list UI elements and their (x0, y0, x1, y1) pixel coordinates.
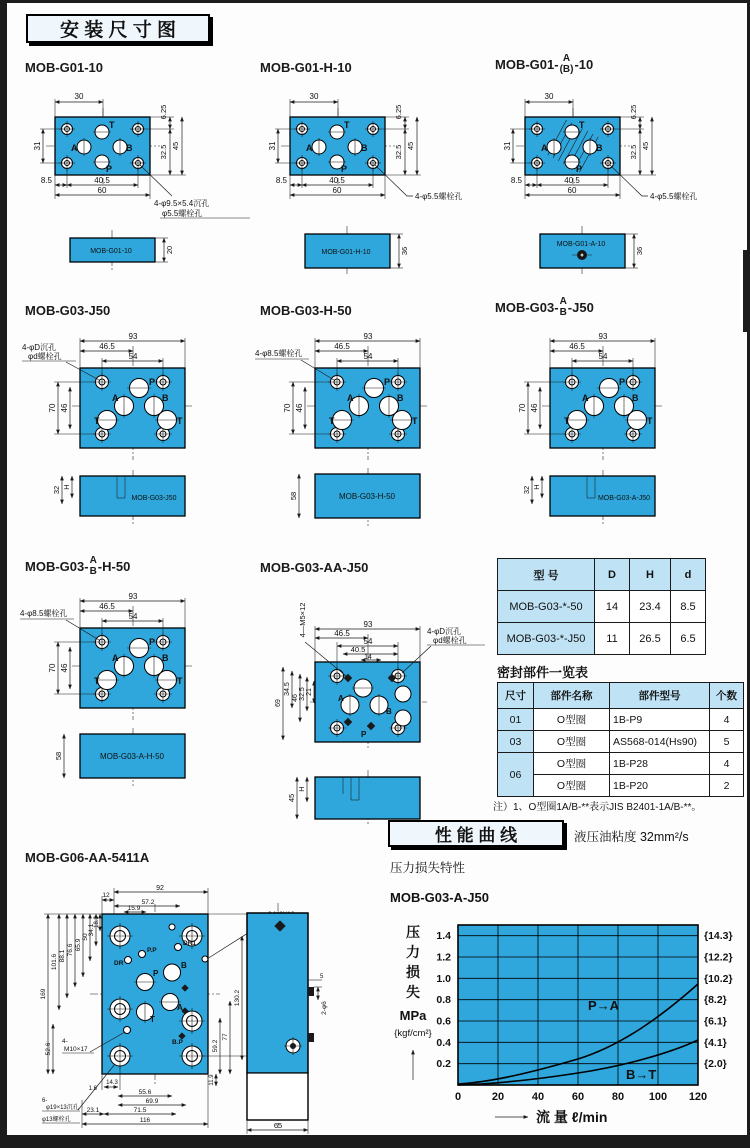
curve-label-p-a: P→A (588, 998, 620, 1013)
cell-qty: 5 (710, 731, 744, 753)
svg-text:6.25: 6.25 (629, 104, 638, 120)
svg-text:MOB-G01-A-10: MOB-G01-A-10 (556, 241, 606, 248)
drawing-title-g03-aa-j50: MOB-G03-AA-J50 (260, 560, 369, 575)
svg-text:{14.3}: {14.3} (704, 930, 733, 942)
svg-text:12: 12 (102, 892, 110, 899)
drawing-title-g06-aa-5411a: MOB-G06-AA-5411A (25, 850, 150, 865)
svg-text:21: 21 (306, 688, 313, 696)
svg-text:B.P: B.P (172, 1039, 183, 1046)
side-view (70, 230, 174, 270)
th-H: H (630, 559, 671, 591)
svg-text:1.2: 1.2 (436, 951, 451, 964)
svg-text:65: 65 (273, 1121, 283, 1130)
svg-text:8.5: 8.5 (510, 176, 522, 185)
th-D: D (595, 559, 630, 591)
svg-text:52.6: 52.6 (45, 1042, 52, 1056)
svg-text:A: A (306, 143, 313, 153)
svg-text:88.1: 88.1 (59, 949, 66, 963)
svg-text:φ19×13沉孔: φ19×13沉孔 (46, 1105, 79, 1111)
svg-text:58: 58 (54, 751, 63, 761)
svg-text:2-φ6: 2-φ6 (321, 1001, 328, 1015)
svg-text:31: 31 (33, 141, 42, 151)
svg-text:T: T (564, 416, 570, 426)
svg-text:P: P (576, 164, 583, 174)
svg-text:46: 46 (530, 403, 539, 413)
drawing-title-g03-ab-h-50: MOB-G03- A B -H-50 (25, 555, 131, 577)
svg-text:P.P: P.P (147, 947, 157, 954)
svg-text:1.6: 1.6 (88, 1086, 97, 1092)
svg-text:55.6: 55.6 (138, 1089, 152, 1096)
svg-text:46: 46 (292, 694, 299, 702)
svg-text:P: P (153, 969, 159, 978)
svg-text:32.5: 32.5 (299, 687, 306, 701)
cell-d: 8.5 (671, 591, 706, 623)
svg-text:0.6: 0.6 (436, 1015, 451, 1028)
svg-text:4-φ9.5×5.4沉孔: 4-φ9.5×5.4沉孔 (154, 199, 210, 208)
cell-H: 23.4 (630, 591, 671, 623)
drawing-title-g03-h-50: MOB-G03-H-50 (260, 303, 352, 318)
svg-text:A: A (582, 393, 589, 403)
cell-size: 03 (498, 731, 534, 753)
svg-text:45: 45 (171, 141, 180, 151)
th-part-name: 部件名称 (534, 683, 610, 709)
drawing-title-g03-j50: MOB-G03-J50 (25, 303, 111, 318)
svg-text:5: 5 (320, 974, 324, 980)
svg-text:T: T (150, 1015, 155, 1024)
svg-text:70: 70 (48, 403, 57, 413)
cell-part-number: 1B-P28 (610, 753, 710, 775)
svg-text:30: 30 (74, 92, 84, 101)
svg-text:59.2: 59.2 (212, 1039, 219, 1053)
svg-text:4-: 4- (62, 1038, 68, 1045)
svg-text:46.5: 46.5 (99, 602, 115, 611)
svg-text:T: T (94, 676, 100, 686)
th-qty: 个数 (710, 683, 744, 709)
cell-size: 01 (498, 709, 534, 731)
svg-text:T: T (412, 416, 418, 426)
svg-text:8.5: 8.5 (275, 176, 287, 185)
svg-text:60: 60 (97, 186, 107, 195)
th-model: 型 号 (498, 559, 595, 591)
drawing-title-g01-10: MOB-G01-10 (25, 60, 104, 75)
svg-text:T: T (329, 416, 335, 426)
svg-text:101.6: 101.6 (51, 953, 58, 971)
svg-text:46.5: 46.5 (334, 629, 350, 638)
svg-text:71.5: 71.5 (133, 1107, 147, 1114)
svg-text:{10.2}: {10.2} (704, 972, 733, 985)
svg-text:34.5: 34.5 (284, 682, 291, 696)
svg-text:B: B (162, 393, 169, 403)
th-part-number: 部件型号 (610, 683, 710, 709)
svg-text:58: 58 (289, 491, 298, 501)
svg-text:T: T (177, 416, 183, 426)
svg-text:MPa: MPa (399, 1008, 427, 1023)
svg-text:B: B (162, 653, 169, 663)
svg-text:A: A (112, 393, 119, 403)
dimensions-bottom (82, 1066, 208, 1128)
svg-text:P: P (361, 730, 367, 739)
chart-y-axis-label (394, 924, 432, 1080)
svg-text:54: 54 (598, 352, 608, 361)
cell-part-number: 1B-P9 (610, 709, 710, 731)
svg-text:4-φ5.5螺栓孔: 4-φ5.5螺栓孔 (415, 192, 463, 201)
table-row (498, 731, 744, 753)
svg-text:1.4: 1.4 (436, 930, 451, 942)
cell-model: MOB-G03-*-50 (498, 591, 595, 623)
seal-table-footnote: 注）1、O型圈1A/B-**表示JIS B2401-1A/B-**。 (493, 802, 702, 813)
svg-text:20: 20 (165, 245, 174, 255)
port-label-t: T (109, 120, 115, 130)
svg-text:32.5: 32.5 (394, 144, 403, 160)
svg-text:0.2: 0.2 (436, 1058, 451, 1070)
cell-part-name: O型圈 (534, 753, 610, 775)
cell-size: 06 (498, 753, 534, 797)
svg-text:40.5: 40.5 (350, 645, 366, 654)
side-view-label: MOB-G01-10 (90, 248, 132, 255)
svg-text:T: T (177, 676, 183, 686)
table-row (498, 623, 706, 655)
svg-text:130.2: 130.2 (234, 989, 241, 1007)
svg-text:P: P (341, 164, 348, 174)
svg-text:H: H (62, 484, 71, 490)
svg-text:36: 36 (400, 246, 409, 256)
svg-text:M10×17: M10×17 (64, 1046, 88, 1053)
svg-text:B: B (386, 707, 392, 716)
cell-qty: 4 (710, 709, 744, 731)
cell-part-number: 1B-P20 (610, 775, 710, 797)
svg-text:14: 14 (364, 654, 372, 661)
chart-x-axis-label (495, 1109, 607, 1125)
svg-text:B: B (361, 143, 368, 153)
cell-qty: 2 (710, 775, 744, 797)
svg-text:6.25: 6.25 (159, 104, 168, 120)
svg-text:60: 60 (571, 1091, 585, 1103)
svg-text:11.9: 11.9 (209, 1074, 215, 1086)
leader-note (140, 165, 250, 218)
svg-text:{8.2}: {8.2} (704, 994, 727, 1006)
svg-text:57.2: 57.2 (141, 899, 155, 906)
svg-text:压: 压 (406, 924, 420, 940)
svg-text:31: 31 (503, 141, 512, 151)
cell-part-number: AS568-014(Hs90) (610, 731, 710, 753)
svg-text:46: 46 (60, 403, 69, 413)
drawing-title-g01-h-10: MOB-G01-H-10 (260, 60, 352, 75)
svg-text:6-: 6- (42, 1098, 48, 1104)
svg-text:15.9: 15.9 (127, 905, 141, 912)
drawing-mob-g03-j50 (20, 318, 255, 533)
th-d: d (671, 559, 706, 591)
svg-text:4-φD沉孔: 4-φD沉孔 (427, 627, 462, 636)
svg-text:{4.1}: {4.1} (704, 1036, 727, 1049)
svg-text:P: P (149, 637, 156, 647)
svg-text:40: 40 (531, 1091, 545, 1103)
leader-note (610, 165, 697, 201)
pressure-loss-chart (383, 910, 745, 1142)
svg-text:4—M5×12: 4—M5×12 (298, 602, 307, 638)
svg-text:H: H (532, 484, 541, 490)
seal-parts-table (497, 682, 744, 797)
svg-text:φ5.5螺栓孔: φ5.5螺栓孔 (162, 209, 203, 218)
page-edge-tab (743, 250, 750, 332)
svg-text:14.3: 14.3 (106, 1080, 118, 1086)
svg-text:80: 80 (611, 1091, 625, 1103)
side-view (52, 470, 185, 524)
svg-text:50: 50 (82, 933, 89, 941)
svg-text:DR1: DR1 (183, 940, 197, 947)
section-title-install (26, 14, 210, 43)
svg-text:力: 力 (406, 944, 420, 960)
pressure-loss-label: 压力损失特性 (390, 861, 466, 875)
svg-text:MOB-G03-J50: MOB-G03-J50 (131, 495, 177, 502)
svg-text:54: 54 (363, 352, 373, 361)
svg-text:23.1: 23.1 (86, 1107, 100, 1114)
svg-text:18.3: 18.3 (94, 916, 100, 928)
cell-part-name: O型圈 (534, 709, 610, 731)
svg-text:{6.1}: {6.1} (704, 1015, 727, 1028)
side-view (540, 226, 644, 274)
table-row (498, 591, 706, 623)
table-seal-parts (497, 682, 744, 797)
model-dimensions-table (497, 558, 706, 655)
table-model-dims (497, 558, 706, 655)
svg-text:4-φ5.5螺栓孔: 4-φ5.5螺栓孔 (650, 192, 698, 201)
svg-text:31: 31 (268, 141, 277, 151)
svg-text:φd螺栓孔: φd螺栓孔 (433, 636, 467, 645)
side-tab-upper (308, 987, 314, 996)
svg-text:DR: DR (114, 960, 124, 967)
side-tab-lower (308, 1033, 314, 1042)
svg-text:65.9: 65.9 (75, 938, 82, 952)
svg-text:T: T (94, 416, 100, 426)
svg-text:T: T (579, 120, 585, 130)
svg-text:1.0: 1.0 (436, 972, 451, 985)
table-row (498, 709, 744, 731)
viscosity-note: 液压油粘度 32mm²/s (574, 830, 689, 844)
svg-text:32: 32 (52, 485, 61, 495)
side-view (305, 226, 409, 274)
svg-text:93: 93 (598, 332, 608, 341)
drawing-mob-g01-h-10 (255, 72, 487, 294)
section-title-install-text: 安 装 尺 寸 图 (59, 20, 177, 41)
drawing-mob-g06-side-view (238, 888, 373, 1140)
svg-text:A: A (338, 694, 344, 703)
svg-text:54: 54 (128, 612, 138, 621)
svg-text:45: 45 (287, 793, 296, 803)
svg-text:失: 失 (406, 984, 420, 1000)
svg-text:30: 30 (544, 92, 554, 101)
svg-text:70: 70 (283, 403, 292, 413)
svg-text:4-φD沉孔: 4-φD沉孔 (22, 343, 57, 352)
svg-text:P: P (149, 377, 156, 387)
svg-text:40.5: 40.5 (329, 176, 345, 185)
drawing-mob-g03-h-50 (255, 318, 490, 533)
svg-text:70: 70 (518, 403, 527, 413)
curve-label-b-t: B→T (626, 1067, 657, 1082)
svg-text:H: H (297, 786, 306, 792)
seal-parts-table-title: 密封部件一览表 (497, 665, 589, 680)
svg-text:流 量 ℓ/min: 流 量 ℓ/min (536, 1109, 608, 1125)
drawing-mob-g01-10 (20, 72, 252, 294)
svg-text:MOB-G01-H-10: MOB-G01-H-10 (321, 249, 371, 256)
svg-text:46.5: 46.5 (334, 342, 350, 351)
svg-text:60: 60 (567, 186, 577, 195)
svg-text:69.9: 69.9 (145, 1098, 159, 1105)
drawing-title-g03-ab-j50: MOB-G03- A B -J50 (495, 296, 594, 318)
svg-text:MOB-G03-A-J50: MOB-G03-A-J50 (597, 495, 651, 502)
curve-model-label: MOB-G03-A-J50 (390, 890, 489, 905)
svg-text:B: B (397, 393, 404, 403)
cell-qty: 4 (710, 753, 744, 775)
svg-text:T: T (647, 416, 653, 426)
svg-text:93: 93 (128, 332, 138, 341)
svg-text:54: 54 (363, 637, 373, 646)
drawing-mob-g01-ab-10 (490, 72, 722, 294)
svg-text:92: 92 (156, 885, 164, 892)
svg-text:40.5: 40.5 (94, 176, 110, 185)
svg-text:20: 20 (491, 1091, 505, 1103)
svg-text:116: 116 (139, 1117, 151, 1124)
svg-text:60: 60 (332, 186, 342, 195)
table-row (498, 753, 744, 775)
leader-note (375, 165, 462, 201)
drawing-mob-g03-aa-j50 (255, 572, 490, 822)
svg-text:B: B (181, 961, 187, 970)
svg-text:46.5: 46.5 (99, 342, 115, 351)
svg-text:6.25: 6.25 (394, 104, 403, 120)
side-view (287, 770, 420, 826)
chart-right-ticks (704, 930, 733, 1070)
svg-text:34.1: 34.1 (88, 923, 95, 937)
section-title-performance (388, 820, 564, 847)
svg-text:B: B (632, 393, 639, 403)
chart-x-ticks (455, 1091, 707, 1103)
svg-text:4-φ8.5螺栓孔: 4-φ8.5螺栓孔 (255, 349, 303, 358)
svg-text:损: 损 (406, 964, 420, 980)
svg-text:T: T (344, 120, 350, 130)
svg-text:A: A (347, 393, 354, 403)
svg-text:32: 32 (522, 485, 531, 495)
svg-text:69: 69 (275, 699, 282, 707)
svg-text:φd螺栓孔: φd螺栓孔 (28, 352, 62, 361)
port-label-b: B (126, 143, 133, 153)
svg-text:46.5: 46.5 (569, 342, 585, 351)
svg-text:70: 70 (48, 663, 57, 673)
svg-text:45: 45 (641, 141, 650, 151)
svg-text:93: 93 (363, 332, 373, 341)
svg-text:77: 77 (222, 1033, 229, 1041)
cell-H: 26.5 (630, 623, 671, 655)
table-row (498, 775, 744, 797)
svg-text:76.6: 76.6 (67, 943, 74, 957)
svg-text:120: 120 (688, 1091, 708, 1103)
svg-text:P: P (384, 377, 391, 387)
svg-text:MOB-G03-H-50: MOB-G03-H-50 (338, 492, 396, 501)
chart-y-ticks (436, 930, 451, 1070)
cell-part-name: O型圈 (534, 731, 610, 753)
cell-D: 11 (595, 623, 630, 655)
svg-text:{kgf/cm²}: {kgf/cm²} (394, 1028, 432, 1039)
svg-text:{12.2}: {12.2} (704, 951, 733, 964)
svg-text:54: 54 (128, 352, 138, 361)
port-label-a: A (71, 143, 78, 153)
svg-text:A: A (177, 1003, 183, 1012)
svg-text:φ13螺栓孔: φ13螺栓孔 (42, 1117, 71, 1123)
cell-d: 6.5 (671, 623, 706, 655)
svg-text:B: B (596, 143, 603, 153)
svg-text:36: 36 (635, 246, 644, 256)
svg-text:46: 46 (295, 403, 304, 413)
svg-text:93: 93 (363, 620, 373, 629)
svg-text:40.5: 40.5 (564, 176, 580, 185)
svg-text:0: 0 (454, 1091, 462, 1103)
svg-text:32.5: 32.5 (629, 144, 638, 160)
drawing-mob-g03-ab-h-50 (20, 578, 255, 793)
side-view (522, 470, 655, 524)
svg-text:30: 30 (309, 92, 319, 101)
cell-D: 14 (595, 591, 630, 623)
side-view (54, 728, 185, 786)
svg-text:0.8: 0.8 (436, 994, 451, 1006)
cell-model: MOB-G03-*-J50 (498, 623, 595, 655)
svg-text:169: 169 (40, 988, 47, 1000)
drawing-title-g01-ab-10: MOB-G01- A (B) -10 (495, 53, 594, 75)
svg-text:45: 45 (406, 141, 415, 151)
side-view (289, 468, 420, 526)
drawing-mob-g03-ab-j50 (490, 318, 725, 533)
svg-text:32.5: 32.5 (159, 144, 168, 160)
svg-text:A: A (541, 143, 548, 153)
cell-part-name: O型圈 (534, 775, 610, 797)
svg-text:{2.0}: {2.0} (704, 1058, 727, 1070)
svg-text:0.4: 0.4 (436, 1036, 451, 1049)
port-label-p: P (106, 164, 113, 174)
svg-text:4-φ8.5螺栓孔: 4-φ8.5螺栓孔 (20, 609, 68, 618)
svg-text:8.5: 8.5 (40, 176, 52, 185)
svg-text:A: A (112, 653, 119, 663)
svg-text:93: 93 (128, 592, 138, 601)
section-title-performance-text: 性 能 曲 线 (434, 826, 518, 845)
svg-text:P: P (619, 377, 626, 387)
svg-text:100: 100 (648, 1091, 668, 1103)
th-size: 尺寸 (498, 683, 534, 709)
svg-text:46: 46 (60, 663, 69, 673)
svg-text:MOB-G03-A-H-50: MOB-G03-A-H-50 (99, 752, 165, 761)
